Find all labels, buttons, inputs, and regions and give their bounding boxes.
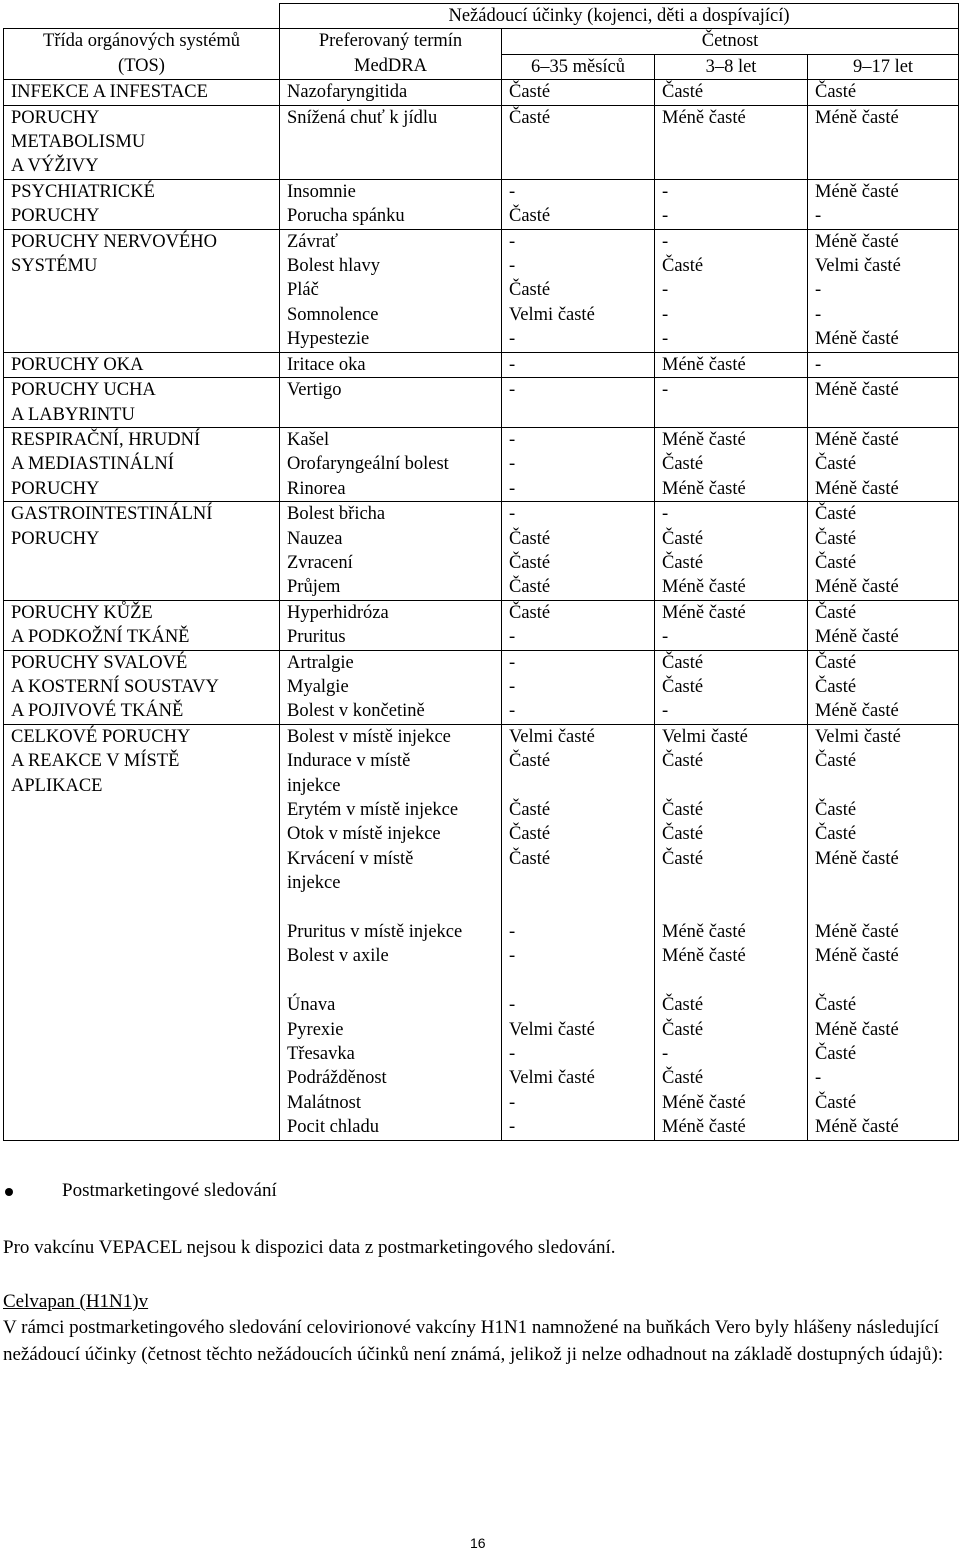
cell-line: [662, 969, 807, 993]
cell-line: -: [662, 304, 669, 325]
cell-line: Artralgie: [287, 652, 354, 673]
table-row: [4, 650, 959, 724]
cell-line: [509, 896, 654, 920]
cell-line: -: [815, 304, 822, 325]
cell-line: -: [509, 922, 516, 943]
cell-line: -: [815, 206, 822, 227]
cell-line: Časté: [815, 824, 857, 845]
cell-line: Méně časté: [662, 354, 746, 375]
cell-line: Časté: [509, 848, 551, 869]
cell-line: [287, 969, 501, 993]
age-6-35-months: 6–35 měsíců: [502, 54, 655, 79]
freq-6-35-cell: [502, 502, 655, 601]
cell-line: -: [509, 478, 516, 499]
cell-line: PORUCHY: [11, 107, 100, 128]
cell-line: -: [662, 329, 669, 350]
cell-line: injekce: [287, 775, 341, 796]
cell-line: -: [662, 231, 669, 252]
cell-line: [815, 969, 958, 993]
cell-line: Třesavka: [287, 1044, 355, 1065]
cell-line: -: [662, 280, 669, 301]
term-cell: [280, 724, 502, 1140]
cell-line: -: [815, 280, 822, 301]
cell-line: -: [509, 1117, 516, 1138]
cell-line: Časté: [815, 676, 857, 697]
cell-line: Otok v místě injekce: [287, 824, 441, 845]
cell-line: Průjem: [287, 577, 341, 598]
cell-line: Insomnie: [287, 181, 356, 202]
cell-line: Velmi časté: [509, 304, 595, 325]
cell-line: Méně časté: [662, 107, 746, 128]
cell-line: Časté: [815, 1044, 857, 1065]
cell-line: PORUCHY: [11, 528, 100, 549]
cell-line: Časté: [662, 552, 704, 573]
cell-line: A KOSTERNÍ SOUSTAVY: [11, 676, 219, 697]
freq-9-17-cell: [808, 105, 959, 179]
cell-line: METABOLISMU: [11, 132, 146, 153]
cell-line: PORUCHY SVALOVÉ: [11, 652, 188, 673]
freq-9-17-cell: [808, 229, 959, 352]
cell-line: Pruritus v místě injekce: [287, 922, 463, 943]
cell-line: Méně časté: [815, 380, 899, 401]
freq-3-8-cell: [655, 378, 808, 428]
term-cell: [280, 502, 502, 601]
cell-line: Časté: [815, 552, 857, 573]
cell-line: Méně časté: [662, 922, 746, 943]
soc-cell: [4, 229, 280, 352]
cell-line: [509, 774, 654, 798]
cell-line: Velmi časté: [815, 256, 901, 277]
cell-line: Snížená chuť k jídlu: [287, 107, 438, 128]
cell-line: Časté: [662, 256, 704, 277]
page-number: 16: [470, 1535, 486, 1551]
cell-line: Méně časté: [815, 107, 899, 128]
cell-line: -: [509, 504, 516, 525]
cell-line: Méně časté: [662, 1092, 746, 1113]
cell-line: PORUCHY UCHA: [11, 380, 156, 401]
cell-line: [662, 871, 807, 895]
cell-line: Méně časté: [815, 627, 899, 648]
freq-3-8-cell: [655, 724, 808, 1140]
paragraph-vepacel: Pro vakcínu VEPACEL nejsou k dispozici data z postmarketingového sledování.: [3, 1237, 616, 1258]
freq-3-8-cell: [655, 502, 808, 601]
cell-line: Méně časté: [815, 577, 899, 598]
cell-line: Časté: [662, 82, 704, 103]
cell-line: PORUCHY: [11, 206, 100, 227]
cell-line: Bolest hlavy: [287, 256, 381, 277]
soc-cell: [4, 600, 280, 650]
table-row: [4, 427, 959, 501]
cell-line: Méně časté: [662, 946, 746, 967]
cell-line: Časté: [509, 206, 551, 227]
table-row: [4, 179, 959, 229]
soc-cell: [4, 650, 280, 724]
cell-line: -: [509, 946, 516, 967]
cell-line: Somnolence: [287, 304, 379, 325]
cell-line: -: [662, 504, 669, 525]
freq-3-8-cell: [655, 427, 808, 501]
cell-line: -: [509, 429, 516, 450]
cell-line: Časté: [815, 995, 857, 1016]
cell-line: [287, 896, 501, 920]
cell-line: -: [509, 380, 516, 401]
cell-line: A LABYRINTU: [11, 404, 135, 425]
freq-6-35-cell: [502, 352, 655, 377]
soc-cell: [4, 502, 280, 601]
cell-line: -: [509, 676, 516, 697]
cell-line: Časté: [815, 454, 857, 475]
cell-line: -: [815, 354, 822, 375]
cell-line: Nazofaryngitida: [287, 82, 408, 103]
soc-cell: [4, 105, 280, 179]
freq-9-17-cell: [808, 650, 959, 724]
cell-line: Méně časté: [815, 701, 899, 722]
cell-line: A PODKOŽNÍ TKÁNĚ: [11, 627, 190, 648]
cell-line: Časté: [662, 824, 704, 845]
cell-line: Časté: [662, 995, 704, 1016]
header-term: Preferovaný termín MedDRA: [280, 29, 502, 80]
cell-line: Bolest v končetině: [287, 701, 425, 722]
freq-3-8-cell: [655, 352, 808, 377]
cell-line: PORUCHY: [11, 478, 100, 499]
freq-9-17-cell: [808, 80, 959, 105]
cell-line: -: [662, 701, 669, 722]
cell-line: Časté: [509, 528, 551, 549]
cell-line: Časté: [662, 1019, 704, 1040]
cell-line: Pyrexie: [287, 1019, 344, 1040]
cell-line: Časté: [509, 577, 551, 598]
cell-line: SYSTÉMU: [11, 256, 98, 277]
freq-3-8-cell: [655, 80, 808, 105]
cell-line: Časté: [815, 800, 857, 820]
freq-3-8-cell: [655, 105, 808, 179]
cell-line: -: [662, 206, 669, 227]
cell-line: Velmi časté: [509, 726, 595, 747]
cell-line: Méně časté: [815, 946, 899, 967]
cell-line: Pláč: [287, 280, 319, 301]
term-cell: [280, 427, 502, 501]
table-row: [4, 105, 959, 179]
cell-line: Kašel: [287, 429, 330, 450]
cell-line: Velmi časté: [509, 1068, 595, 1089]
paragraph-celvapan: V rámci postmarketingového sledování celovirionové vakcíny H1N1 namnožené na buňkách Vero byly hlášeny následující nežádoucí účinky (četnost těchto nežádoucích účinků není známá, jelikož ji nelze odhadnout na základě dostupných údajů):: [3, 1317, 944, 1365]
cell-line: APLIKACE: [11, 775, 103, 796]
cell-line: -: [509, 354, 516, 375]
cell-line: Hyperhidróza: [287, 602, 389, 623]
cell-line: PORUCHY OKA: [11, 354, 144, 375]
cell-line: Časté: [815, 602, 857, 623]
bullet-heading: Postmarketingové sledování: [62, 1180, 277, 1201]
cell-line: Časté: [662, 652, 704, 673]
cell-line: -: [509, 256, 516, 277]
cell-line: Časté: [662, 1068, 704, 1089]
cell-line: Časté: [509, 824, 551, 845]
table-row: [4, 229, 959, 352]
soc-cell: [4, 80, 280, 105]
cell-line: -: [509, 454, 516, 475]
cell-line: Erytém v místě injekce: [287, 800, 459, 820]
cell-line: -: [662, 181, 669, 202]
cell-line: Časté: [509, 107, 551, 128]
cell-line: [815, 871, 958, 895]
freq-9-17-cell: [808, 600, 959, 650]
cell-line: Méně časté: [662, 577, 746, 598]
cell-line: Závrať: [287, 231, 339, 252]
cell-line: Časté: [815, 528, 857, 549]
cell-line: Méně časté: [662, 429, 746, 450]
cell-line: Zvracení: [287, 552, 353, 573]
soc-cell: [4, 427, 280, 501]
table-row: [4, 80, 959, 105]
cell-line: Malátnost: [287, 1092, 361, 1113]
cell-line: Časté: [815, 82, 857, 103]
freq-6-35-cell: [502, 724, 655, 1140]
soc-cell: [4, 352, 280, 377]
cell-line: Méně časté: [662, 602, 746, 623]
freq-9-17-cell: [808, 427, 959, 501]
table-row: [4, 724, 959, 1140]
cell-line: PORUCHY NERVOVÉHO: [11, 231, 217, 252]
cell-line: -: [509, 1044, 516, 1065]
term-cell: [280, 229, 502, 352]
cell-line: -: [509, 329, 516, 350]
cell-line: Méně časté: [815, 231, 899, 252]
cell-line: Méně časté: [815, 1117, 899, 1138]
cell-line: -: [509, 231, 516, 252]
cell-line: RESPIRAČNÍ, HRUDNÍ: [11, 429, 201, 450]
subheading-celvapan: Celvapan (H1N1)v: [3, 1291, 149, 1312]
cell-line: Iritace oka: [287, 354, 366, 375]
freq-6-35-cell: [502, 229, 655, 352]
cell-line: Krvácení v místě: [287, 848, 414, 869]
cell-line: Časté: [509, 751, 551, 772]
cell-line: Méně časté: [815, 429, 899, 450]
cell-line: Méně časté: [815, 1019, 899, 1040]
cell-line: Pocit chladu: [287, 1117, 379, 1138]
header-frequency: Četnost: [502, 29, 959, 54]
cell-line: -: [509, 181, 516, 202]
soc-cell: [4, 179, 280, 229]
age-3-8-years: 3–8 let: [655, 54, 808, 79]
cell-line: Nauzea: [287, 528, 343, 549]
term-cell: [280, 352, 502, 377]
cell-line: Bolest v místě injekce: [287, 726, 451, 747]
table-row: [4, 502, 959, 601]
cell-line: Méně časté: [662, 478, 746, 499]
freq-6-35-cell: [502, 179, 655, 229]
cell-line: Myalgie: [287, 676, 349, 697]
term-cell: [280, 378, 502, 428]
freq-3-8-cell: [655, 650, 808, 724]
freq-6-35-cell: [502, 427, 655, 501]
cell-line: Méně časté: [815, 478, 899, 499]
cell-line: Časté: [509, 800, 551, 820]
freq-9-17-cell: [808, 352, 959, 377]
cell-line: -: [509, 627, 516, 648]
soc-cell: [4, 378, 280, 428]
table-body: [4, 80, 959, 1140]
cell-line: Časté: [815, 652, 857, 673]
cell-line: Bolest břicha: [287, 504, 386, 525]
cell-line: Časté: [509, 602, 551, 623]
cell-line: Orofaryngeální bolest: [287, 454, 449, 475]
freq-6-35-cell: [502, 650, 655, 724]
cell-line: -: [815, 1068, 822, 1089]
cell-line: Rinorea: [287, 478, 346, 499]
cell-line: Časté: [815, 751, 857, 772]
soc-cell: [4, 724, 280, 1140]
term-cell: [280, 650, 502, 724]
adverse-effects-table: [3, 3, 959, 1141]
cell-line: Časté: [662, 800, 704, 820]
freq-9-17-cell: [808, 724, 959, 1140]
cell-line: A MEDIASTINÁLNÍ: [11, 454, 174, 475]
age-9-17-years: 9–17 let: [808, 54, 959, 79]
cell-line: Vertigo: [287, 380, 342, 401]
freq-6-35-cell: [502, 105, 655, 179]
cell-line: Velmi časté: [662, 726, 748, 747]
cell-line: A REAKCE V MÍSTĚ: [11, 751, 180, 772]
cell-line: -: [662, 1044, 669, 1065]
cell-line: [662, 896, 807, 920]
cell-line: [815, 774, 958, 798]
freq-9-17-cell: [808, 179, 959, 229]
cell-line: Časté: [662, 676, 704, 697]
freq-9-17-cell: [808, 502, 959, 601]
freq-6-35-cell: [502, 378, 655, 428]
freq-9-17-cell: [808, 378, 959, 428]
cell-line: Časté: [662, 848, 704, 869]
cell-line: A VÝŽIVY: [11, 156, 99, 177]
cell-line: -: [509, 701, 516, 722]
cell-line: Únava: [287, 995, 336, 1016]
cell-line: Méně časté: [815, 329, 899, 350]
cell-line: Méně časté: [662, 1117, 746, 1138]
cell-line: Časté: [509, 82, 551, 103]
cell-line: Méně časté: [815, 848, 899, 869]
cell-line: INFEKCE A INFESTACE: [11, 82, 208, 103]
cell-line: Časté: [509, 280, 551, 301]
freq-3-8-cell: [655, 229, 808, 352]
cell-line: Porucha spánku: [287, 206, 405, 227]
term-cell: [280, 105, 502, 179]
cell-line: CELKOVÉ PORUCHY: [11, 726, 191, 747]
cell-line: Méně časté: [815, 181, 899, 202]
cell-line: Časté: [815, 1092, 857, 1113]
table-top-header: Nežádoucí účinky (kojenci, děti a dospívající): [280, 4, 959, 29]
cell-line: [662, 774, 807, 798]
freq-3-8-cell: [655, 179, 808, 229]
cell-line: A POJIVOVÉ TKÁNĚ: [11, 701, 184, 722]
cell-line: PSYCHIATRICKÉ: [11, 181, 155, 202]
cell-line: Velmi časté: [815, 726, 901, 747]
freq-3-8-cell: [655, 600, 808, 650]
bullet-icon: [5, 1188, 13, 1196]
cell-line: -: [509, 995, 516, 1016]
term-cell: [280, 600, 502, 650]
cell-line: injekce: [287, 873, 341, 894]
cell-line: [509, 969, 654, 993]
cell-line: GASTROINTESTINÁLNÍ: [11, 504, 213, 525]
cell-line: -: [509, 1092, 516, 1113]
cell-line: Indurace v místě: [287, 751, 411, 772]
cell-line: Časté: [662, 528, 704, 549]
cell-line: Hypestezie: [287, 329, 370, 350]
table-row: [4, 378, 959, 428]
header-soc: Třída orgánových systémů (TOS): [4, 29, 280, 80]
cell-line: -: [509, 652, 516, 673]
cell-line: Podrážděnost: [287, 1068, 387, 1089]
freq-6-35-cell: [502, 600, 655, 650]
term-cell: [280, 179, 502, 229]
cell-line: Časté: [509, 552, 551, 573]
cell-line: [815, 896, 958, 920]
term-cell: [280, 80, 502, 105]
cell-line: Časté: [662, 751, 704, 772]
table-row: [4, 352, 959, 377]
cell-line: Pruritus: [287, 627, 346, 648]
cell-line: Méně časté: [815, 922, 899, 943]
cell-line: Velmi časté: [509, 1019, 595, 1040]
table-row: [4, 600, 959, 650]
cell-line: Bolest v axile: [287, 946, 389, 967]
cell-line: -: [662, 380, 669, 401]
cell-line: -: [662, 627, 669, 648]
cell-line: Časté: [662, 454, 704, 475]
cell-line: [509, 871, 654, 895]
cell-line: Časté: [815, 504, 857, 525]
cell-line: PORUCHY KŮŽE: [11, 602, 153, 623]
freq-6-35-cell: [502, 80, 655, 105]
